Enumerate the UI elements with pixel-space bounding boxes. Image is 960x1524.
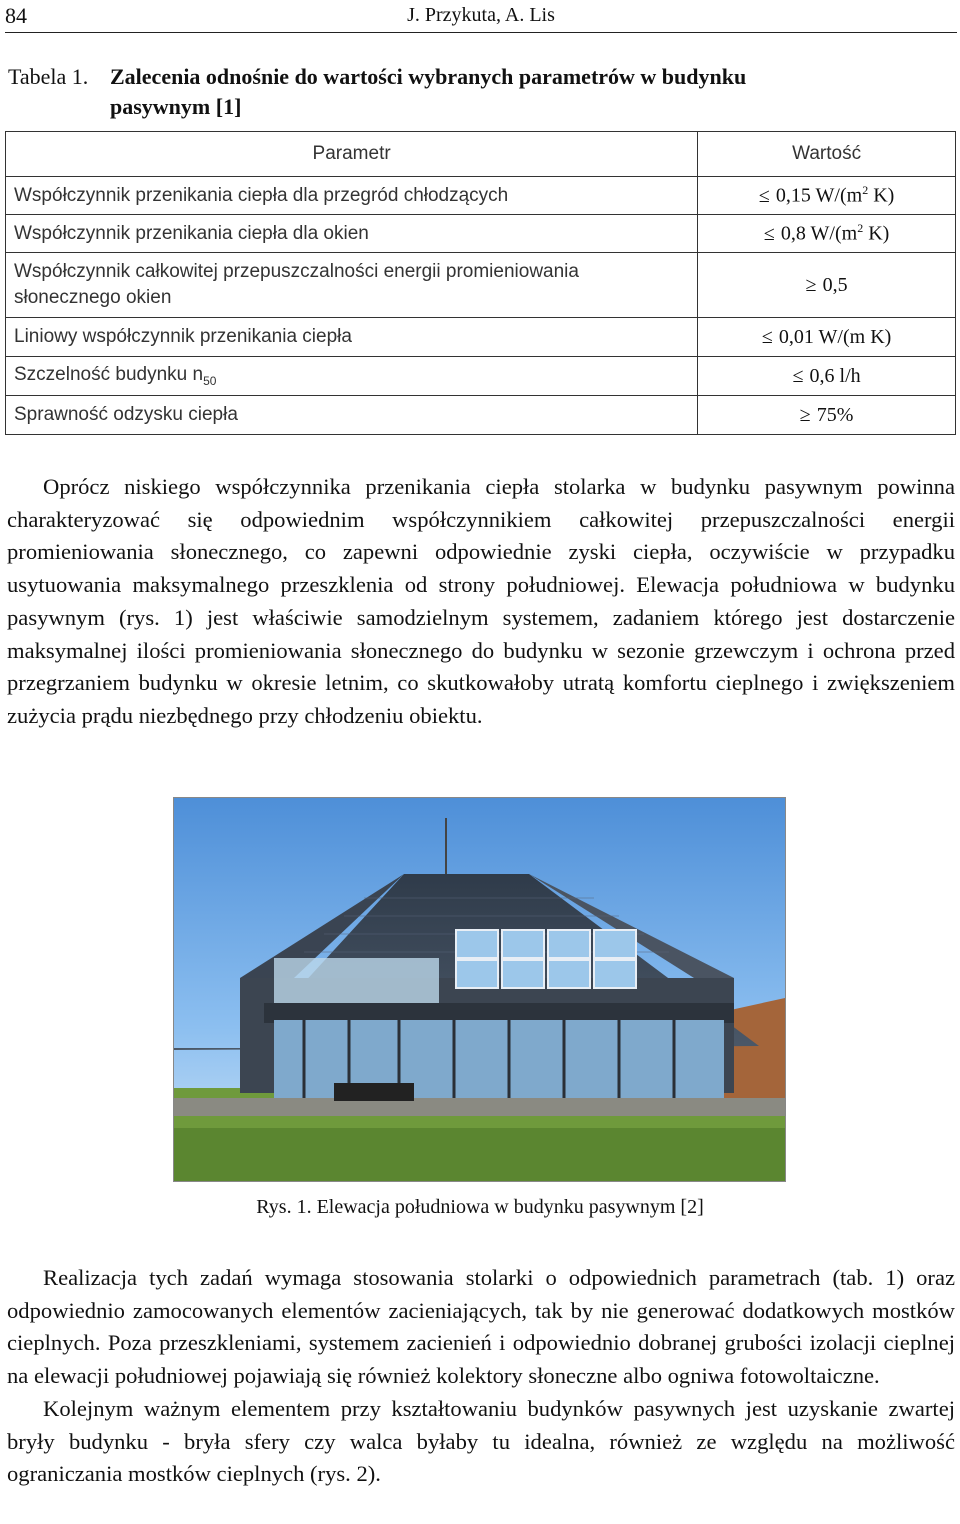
column-header-value: Wartość [698, 132, 956, 177]
relation-symbol: ≥ [799, 403, 811, 426]
relation-symbol: ≤ [792, 364, 804, 387]
value-cell [698, 318, 956, 357]
value-text: 0,01 W/(m K) [778, 325, 892, 348]
table-caption [8, 62, 948, 122]
value-unit-tail: K) [863, 222, 890, 245]
paragraph-text: Kolejnym ważnym elementem przy kształtowaniu budynków pasywnych jest uzyskanie zwartej bryły budynku - bryła sfery czy walca byłaby tu idealna, również ze względu na możliwość ograniczania mostków cieplnych (rys. 2). [7, 1395, 955, 1487]
parameters-table [5, 131, 956, 435]
param-cell: Współczynnik całkowitej przepuszczalności energii promieniowania słonecznego okien [6, 253, 698, 318]
table-row [6, 357, 956, 396]
table-label: Tabela 1. [8, 64, 89, 89]
value-unit-tail: K) [868, 184, 895, 207]
running-header-authors: J. Przykuta, A. Lis [407, 4, 555, 26]
figure-photo-passive-house [173, 797, 786, 1182]
table-row [6, 253, 956, 318]
param-cell: Współczynnik przenikania ciepła dla przegród chłodzących [6, 177, 698, 215]
paragraph-text: Oprócz niskiego współczynnika przenikania ciepła stolarka w budynku pasywnym powinna charakteryzować się odpowiednim współczynnikiem całkowitej przepuszczalności energii promieniowania słonecznego, co zapewni odpowiednie zyski ciepła, oczywiście w przypadku usytuowania maksymalnego przeszklenia od strony południowej. Elewacja południowa w budynku pasywnym (rys. 1) jest właściwie samodzielnym systemem, zadaniem którego jest dostarczenie maksymalnej ilości promieniowania słonecznego do budynku w sezonie grzewczym i ochrona przed przegrzaniem budynku w okresie letnim, co skutkowałoby utratą komfortu cieplnego i zwiększeniem zużycia prądu niezbędnego przy chłodzeniu obiektu. [7, 474, 955, 728]
value-text: 0,6 l/h [809, 364, 861, 387]
table-row [6, 177, 956, 215]
paragraph-text: Realizacja tych zadań wymaga stosowania stolarki o odpowiednich parametrach (tab. 1) oraz odpowiednio zamocowanych elementów zacieniających, tak by nie generować dodatkowych mostków cieplnych. Poza przeszkleniami, systemem zacienień i odpowiednio dobranej grubości izolacji cieplnej na elewacji południowej pojawiają się również kolektory słoneczne albo ogniwa fotowoltaiczne. [7, 1265, 955, 1389]
table-title-line1: Zalecenia odnośnie do wartości wybranych parametrów w budynku [110, 64, 747, 89]
value-cell [698, 396, 956, 435]
value-text: 75% [816, 403, 854, 426]
relation-symbol: ≤ [763, 222, 775, 245]
relation-symbol: ≥ [805, 274, 817, 296]
relation-symbol: ≤ [758, 184, 770, 207]
figure-caption: Rys. 1. Elewacja południowa w budynku pasywnym [2] [256, 1196, 704, 1218]
table-header-row [6, 132, 956, 177]
table-row [6, 215, 956, 253]
param-text: Szczelność budynku n [14, 364, 204, 386]
running-header [5, 0, 957, 33]
value-cell [698, 357, 956, 396]
relation-symbol: ≤ [761, 325, 773, 348]
param-cell: Sprawność odzysku ciepła [6, 396, 698, 435]
value-cell [698, 177, 956, 215]
body-paragraph-2 [7, 1262, 955, 1491]
value-text: 0,15 W/(m [775, 184, 863, 207]
column-header-parameter: Parametr [6, 132, 698, 177]
body-paragraph-1 [7, 471, 955, 733]
value-cell [698, 253, 956, 318]
page-number: 84 [5, 3, 27, 28]
table-row [6, 396, 956, 435]
value-cell [698, 215, 956, 253]
value-superscript: 2 [862, 183, 869, 198]
table-title-line2: pasywnym [1] [110, 94, 242, 119]
param-subscript: 50 [203, 373, 217, 388]
param-cell: Liniowy współczynnik przenikania ciepła [6, 318, 698, 357]
param-cell [6, 357, 698, 396]
table-row [6, 318, 956, 357]
param-cell: Współczynnik przenikania ciepła dla okien [6, 215, 698, 253]
value-text: 0,5 [822, 274, 848, 296]
value-text: 0,8 W/(m [780, 222, 858, 245]
value-superscript: 2 [857, 221, 864, 236]
